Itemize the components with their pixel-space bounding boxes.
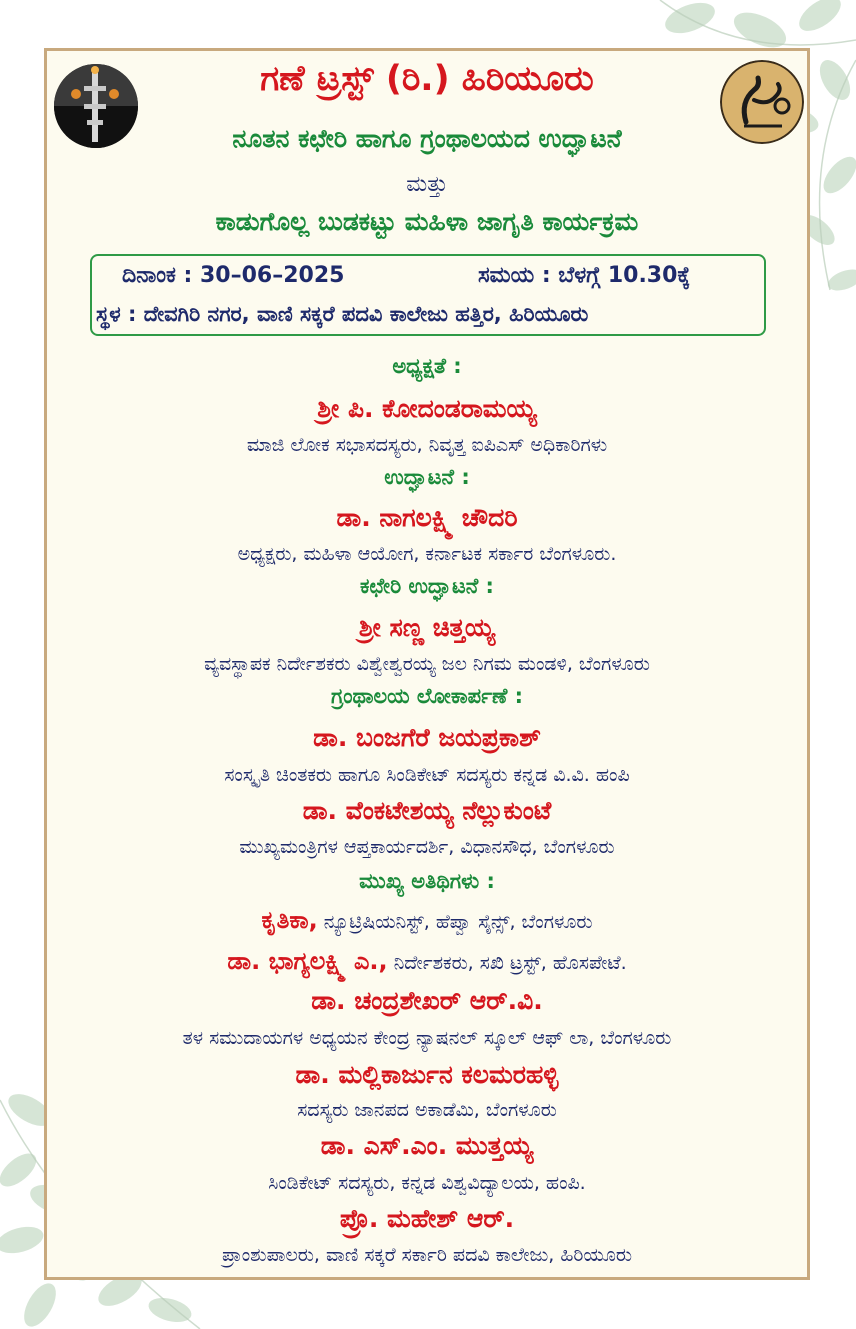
guest-4-name: ಡಾ. ಮಲ್ಲಿಕಾರ್ಜುನ ಕಲಮರಹಳ್ಳಿ	[295, 1060, 559, 1089]
guest-4-description: ಸದಸ್ಯರು ಜಾನಪದ ಅಕಾಡೆಮಿ, ಬೆಂಗಳೂರು	[297, 1099, 557, 1121]
guest-2-line	[44, 949, 810, 973]
guest-1-line	[44, 908, 810, 932]
office-inaugurator-name: ಶ್ರೀ ಸಣ್ಣ ಚಿತ್ತಯ್ಯ	[358, 613, 496, 642]
library-heading: ಗ್ರಂಥಾಲಯ ಲೋಕಾರ್ಪಣೆ :	[330, 684, 524, 708]
inaugurator-name: ಡಾ. ನಾಗಲಕ್ಷ್ಮಿ ಚೌದರಿ	[336, 503, 518, 532]
president-name: ಶ್ರೀ ಪಿ. ಕೋದಂಡರಾಮಯ್ಯ	[317, 394, 537, 423]
guest-1-description: ನ್ಯೂಟ್ರಿಷಿಯನಿಸ್ಟ್, ಹೆಪ್ವಾ ಸೈನ್ಸ್, ಬೆಂಗಳೂರು	[317, 911, 593, 933]
event-title-1: ನೂತನ ಕಛೇರಿ ಹಾಗೂ ಗ್ರಂಥಾಲಯದ ಉದ್ಘಾಟನೆ	[232, 124, 622, 153]
guest-2-description: ನಿರ್ದೇಶಕರು, ಸಖಿ ಟ್ರಸ್ಟ್, ಹೊಸಪೇಟೆ.	[387, 952, 627, 974]
guest-3-description: ತಳ ಸಮುದಾಯಗಳ ಅಧ್ಯಯನ ಕೇಂದ್ರ ನ್ಯಾಷನಲ್ ಸ್ಕೂಲ್ ಆಫ್ ಲಾ, ಬೆಂಗಳೂರು	[182, 1027, 672, 1049]
library-guest-2-description: ಮುಖ್ಯಮಂತ್ರಿಗಳ ಆಪ್ತಕಾರ್ಯದರ್ಶಿ, ವಿಧಾನಸೌಧ, ಬೆಂಗಳೂರು	[239, 836, 615, 858]
guest-1-name: ಕೃತಿಕಾ,	[261, 906, 318, 934]
guest-6-name: ಪ್ರೊ. ಮಹೇಶ್ ಆರ್.	[339, 1204, 515, 1233]
library-guest-1-name: ಡಾ. ಬಂಜಗೆರೆ ಜಯಪ್ರಕಾಶ್	[313, 723, 541, 752]
trust-name: ಗಣೆ ಟ್ರಸ್ಟ್ (ರಿ.) ಹಿರಿಯೂರು	[260, 59, 594, 99]
chief-guests-heading: ಮುಖ್ಯ ಅತಿಥಿಗಳು :	[359, 869, 495, 893]
office-inaugurator-description: ವ್ಯವಸ್ಥಾಪಕ ನಿರ್ದೇಶಕರು ವಿಶ್ವೇಶ್ವರಯ್ಯ ಜಲ ನಿಗಮ ಮಂಡಳಿ, ಬೆಂಗಳೂರು	[204, 653, 650, 675]
event-venue: ಸ್ಥಳ : ದೇವಗಿರಿ ನಗರ, ವಾಣಿ ಸಕ್ಕರೆ ಪದವಿ ಕಾಲೇಜು ಹತ್ತಿರ, ಹಿರಿಯೂರು	[96, 302, 589, 326]
inauguration-heading: ಉದ್ಘಾಟನೆ :	[384, 465, 470, 489]
inaugurator-description: ಅಧ್ಯಕ್ಷರು, ಮಹಿಳಾ ಆಯೋಗ, ಕರ್ನಾಟಕ ಸರ್ಕಾರ ಬೆಂಗಳೂರು.	[237, 543, 617, 565]
event-date: ದಿನಾಂಕ : 30–06–2025	[122, 263, 345, 288]
guest-2-name: ಡಾ. ಭಾಗ್ಯಲಕ್ಷ್ಮಿ ಎ.,	[227, 947, 388, 975]
library-guest-1-description: ಸಂಸ್ಕೃತಿ ಚಿಂತಕರು ಹಾಗೂ ಸಿಂಡಿಕೇಟ್ ಸದಸ್ಯರು ಕನ್ನಡ ವಿ.ವಿ. ಹಂಪಿ	[224, 764, 630, 786]
guest-5-description: ಸಿಂಡಿಕೇಟ್ ಸದಸ್ಯರು, ಕನ್ನಡ ವಿಶ್ವವಿದ್ಯಾಲಯ, ಹಂಪಿ.	[268, 1172, 586, 1194]
guest-6-description: ಪ್ರಾಂಶುಪಾಲರು, ವಾಣಿ ಸಕ್ಕರೆ ಸರ್ಕಾರಿ ಪದವಿ ಕಾಲೇಜು, ಹಿರಿಯೂರು	[221, 1244, 632, 1266]
presidency-heading: ಅಧ್ಯಕ್ಷತೆ :	[392, 354, 462, 378]
guest-3-name: ಡಾ. ಚಂದ್ರಶೇಖರ್ ಆರ್.ವಿ.	[311, 986, 543, 1015]
president-description: ಮಾಜಿ ಲೋಕ ಸಭಾಸದಸ್ಯರು, ನಿವೃತ್ತ ಐಪಿಎಸ್ ಅಧಿಕಾರಿಗಳು	[246, 434, 608, 456]
event-title-2: ಕಾಡುಗೊಲ್ಲ ಬುಡಕಟ್ಟು ಮಹಿಳಾ ಜಾಗೃತಿ ಕಾರ್ಯಕ್ರಮ	[215, 207, 639, 236]
office-inauguration-heading: ಕಛೇರಿ ಉದ್ಘಾಟನೆ :	[360, 574, 494, 598]
library-guest-2-name: ಡಾ. ವೆಂಕಟೇಶಯ್ಯ ನೆಲ್ಲುಕುಂಟೆ	[302, 796, 552, 825]
event-details-box	[90, 254, 766, 336]
conjunction-text: ಮತ್ತು	[406, 172, 448, 197]
event-time: ಸಮಯ : ಬೆಳಗ್ಗೆ 10.30ಕ್ಕೆ	[478, 263, 691, 288]
guest-5-name: ಡಾ. ಎಸ್.ಎಂ. ಮುತ್ತಯ್ಯ	[320, 1131, 534, 1160]
